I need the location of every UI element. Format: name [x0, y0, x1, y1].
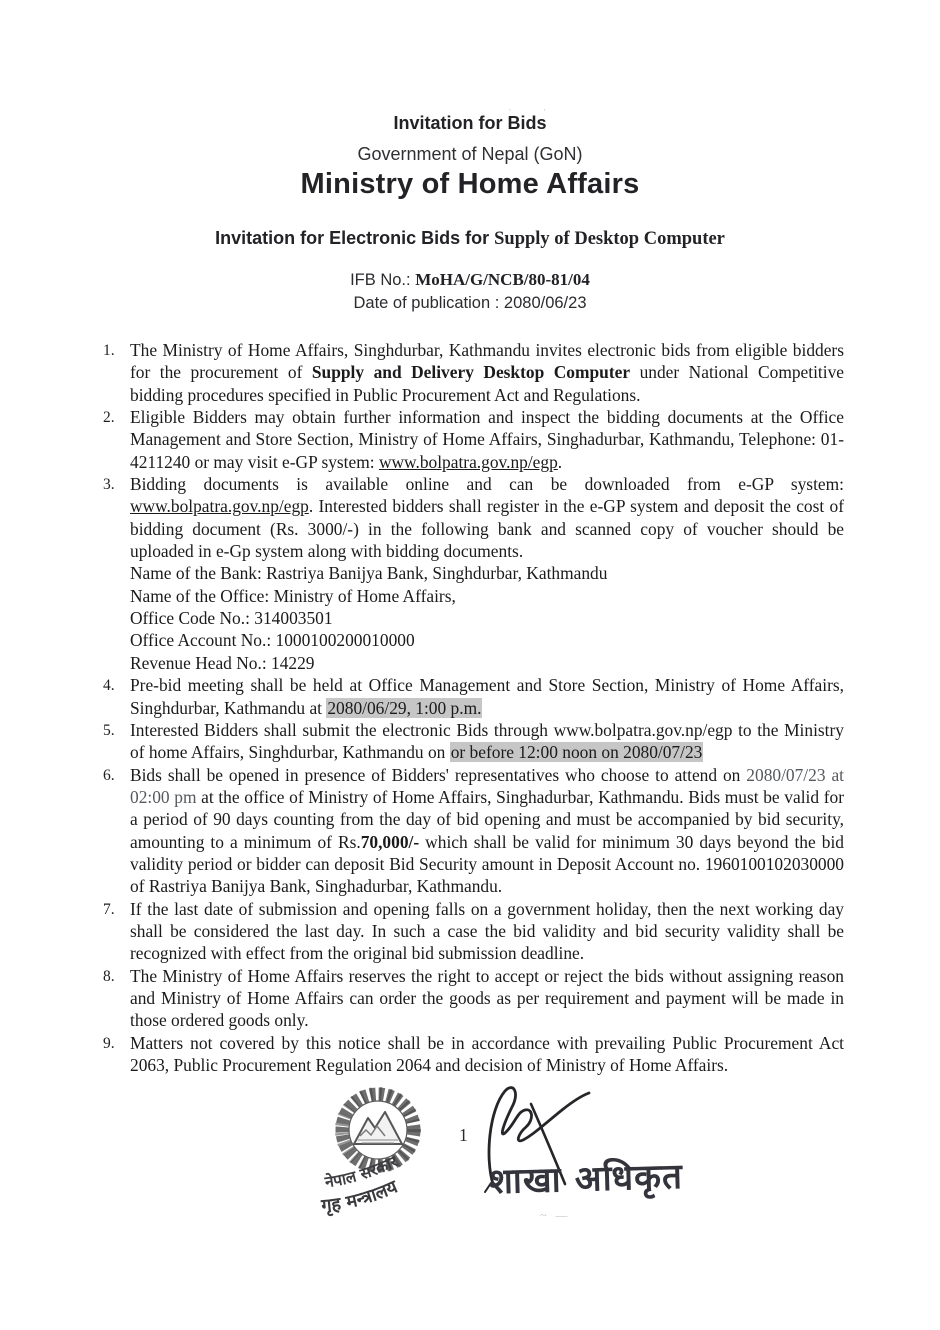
nepal-government-seal: [310, 1082, 452, 1224]
text-segment: Eligible Bidders may obtain further information and inspect the bidding documents at the Office Management and Store Section, Ministry of Home Affairs, Singhadurbar, Kathmandu, Telephone: 01-4211240 or may visit e-GP system:: [130, 407, 844, 472]
egp-link[interactable]: www.bolpatra.gov.np/egp: [378, 451, 558, 472]
text-segment: .: [557, 451, 563, 472]
notice-item: [103, 898, 844, 965]
text-segment: Bidding documents is available online and can be downloaded from e-GP system:: [130, 474, 844, 495]
text-segment: Interested Bidders shall submit the electronic Bids through www.bolpatra.gov.np/egp to the Ministry of home Affairs, Singhdurbar, Kathmandu on: [130, 719, 844, 763]
item-number: 6.: [103, 766, 115, 784]
text-segment: Matters not covered by this notice shall be in accordance with prevailing Public Procurement Act 2063, Public Procurement Regulation 2064 and decision of Ministry of Home Affairs.: [130, 1032, 844, 1075]
item-number: 8.: [103, 967, 115, 985]
seal-text-griha-mantralaya: गृह मन्त्रालय: [320, 1176, 401, 1217]
item-number: 1.: [103, 342, 115, 359]
page-number: 1: [459, 1125, 468, 1145]
text-segment: If the last date of submission and opening falls on a government holiday, then the next working day shall be considered the last day. In such a case the bid validity and bid security validity shall be recognized with effect from the original bid submission deadline.: [130, 898, 844, 964]
notice-item: [103, 965, 844, 1032]
notice-item: [103, 764, 845, 898]
text-segment: Revenue Head No.: 14229: [130, 652, 315, 673]
bid-subtitle-prefix: Invitation for Electronic Bids for: [215, 228, 495, 248]
item-number: 2.: [103, 409, 115, 427]
scan-smudge: ~ —: [540, 1208, 571, 1222]
stamp-section-officer: शाखा अधिकृत: [488, 1156, 684, 1203]
text-segment: Office Account No.: 1000100200010000: [130, 630, 415, 651]
ministry-name: Ministry of Home Affairs: [300, 168, 640, 200]
text-segment: The Ministry of Home Affairs, Singhdurbar, Kathmandu invites electronic bids from eligible bidders for the procurement of: [130, 340, 844, 383]
notice-item: [103, 339, 845, 406]
text-segment: Name of the Office: Ministry of Home Affairs,: [130, 585, 456, 606]
ifb-label: IFB No.:: [350, 271, 416, 289]
text-segment: . Interested bidders shall register in the e-GP system and deposit the cost of bidding document (Rs. 3000/-) in the following bank and scanned copy of voucher should be uploaded in e-Gp system along with bidding documents.: [130, 496, 844, 562]
item-number: 9.: [103, 1034, 115, 1052]
text-segment: Office Code No.: 314003501: [130, 608, 333, 629]
text-segment: at the office of Ministry of Home Affairs, Singhadurbar, Kathmandu. Bids must be valid for a period of 90 days counting from the day of bid opening and must be accompanied by bid security, amounting to a minimum of Rs.: [130, 786, 845, 852]
notice-item: [103, 719, 844, 764]
notice-list: [103, 339, 845, 1076]
government-line: Government of Nepal (GoN): [357, 144, 583, 164]
bid-subtitle-subject: Supply of Desktop Computer: [494, 229, 725, 249]
notice-item: [103, 406, 844, 473]
item-number: 3.: [103, 476, 115, 494]
bid-subtitle: [0, 228, 940, 250]
document-header: [0, 0, 940, 314]
text-segment: Bids shall be opened in presence of Bidders' representatives who choose to attend on: [130, 764, 747, 785]
scan-speck: · ·: [508, 104, 561, 116]
notice-item: [103, 473, 844, 674]
seal-text-nepal-sarkar: नेपाल सरकार: [323, 1152, 401, 1192]
highlighted-text: or before 12:00 noon on 2080/07/23: [450, 742, 703, 763]
text-segment: 2080/07/23 at 02:00 pm: [130, 764, 844, 807]
item-number: 5.: [103, 721, 115, 739]
text-segment: 70,000/-: [360, 831, 420, 852]
notice-item: [103, 674, 844, 719]
highlighted-text: 2080/06/29, 1:00 p.m.: [327, 697, 482, 718]
text-segment: which shall be valid for minimum 30 days beyond the bid validity period or bidder can deposit Bid Security amount in Deposit Account no. 1960100102030000 of Rastriya Banijya Bank, Singhadurbar, Kathmandu.: [130, 831, 844, 897]
egp-link[interactable]: www.bolpatra.gov.np/egp: [130, 496, 309, 517]
text-segment: Pre-bid meeting shall be held at Office Management and Store Section, Ministry of Home Affairs, Singhdurbar, Kathmandu at: [130, 675, 844, 718]
text-segment: Name of the Bank: Rastriya Banijya Bank, Singhdurbar, Kathmandu: [130, 563, 608, 584]
text-segment: under National Competitive bidding procedures specified in Public Procurement Act and Regulations.: [130, 362, 845, 405]
document-title: Invitation for Bids: [393, 113, 547, 133]
item-number: 4.: [103, 677, 115, 695]
notice-item: [103, 1032, 844, 1077]
item-number: 7.: [103, 900, 115, 918]
ifb-number-line: [0, 270, 940, 290]
text-segment: Supply and Delivery Desktop Computer: [311, 362, 631, 383]
text-segment: The Ministry of Home Affairs reserves the right to accept or reject the bids without assigning reason and Ministry of Home Affairs can order the goods as per requirement and payment will be made in those ordered goods only.: [130, 965, 844, 1031]
ifb-number: MoHA/G/NCB/80-81/04: [415, 270, 590, 289]
publication-date: Date of publication : 2080/06/23: [353, 294, 587, 312]
